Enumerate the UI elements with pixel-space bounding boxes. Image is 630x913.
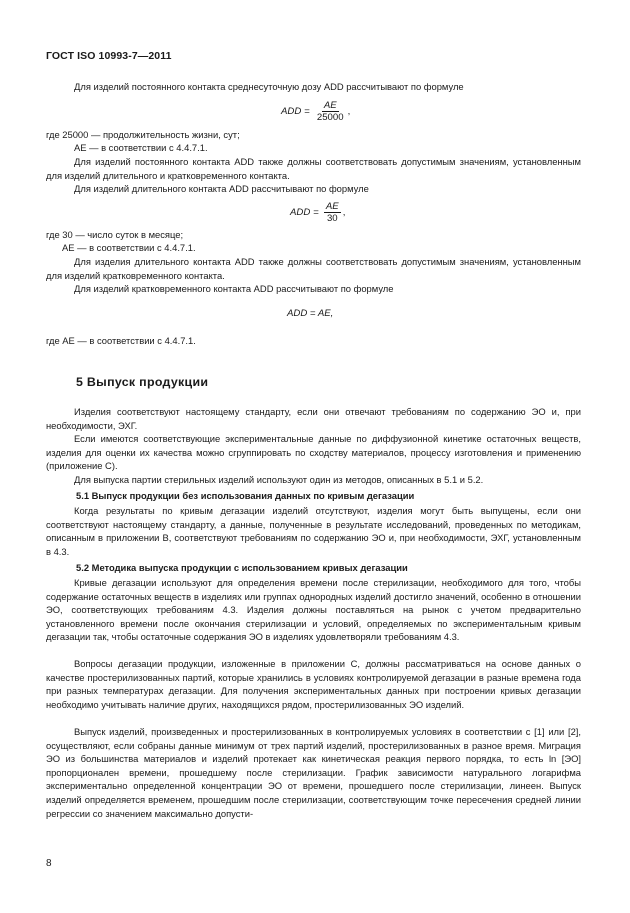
paragraph: Для изделий кратковременного контакта ADD рассчитывают по формуле (74, 283, 394, 294)
formula-lhs: ADD (281, 106, 302, 117)
paragraph: AE — в соответствии с 4.4.7.1. (62, 242, 196, 253)
paragraph: Для изделий длительного контакта ADD рассчитывают по формуле (74, 183, 369, 194)
formula-fraction (315, 100, 346, 123)
paragraph: где 30 — число суток в месяце; (46, 229, 184, 240)
paragraph: Для изделий постоянного контакта ADD также должны соответствовать допустимым значениям, установленным для изделий длительного и кратковременного контакта. (46, 156, 581, 181)
formula-operator: = (313, 207, 319, 218)
formula-numerator: AE (325, 201, 339, 212)
paragraph: Для выпуска партии стерильных изделий используют один из методов, описанных в 5.1 и 5.2. (74, 474, 484, 485)
paragraph: Вопросы дегазации продукции, изложенные в приложении С, должны рассматриваться на основе данных о качестве простерилизованных партий, которые хранились в условиях контролируемой дегазации в разные времена года при разных температурах дегазации. Для получения экспериментальных данных при построении кривых дегазации необходимо учитывать наличие других, находящихся рядом, простерилизованных ЭО изделий. (46, 658, 581, 710)
formula-numerator: AE (323, 100, 337, 111)
formula-lhs: ADD (290, 207, 311, 218)
formula-add-long (290, 201, 345, 224)
formula-add-short: ADD = AE, (287, 308, 334, 319)
paragraph: AE — в соответствии с 4.4.7.1. (74, 142, 208, 153)
paragraph: где AE — в соответствии с 4.4.7.1. (46, 335, 196, 346)
page-number: 8 (46, 858, 52, 869)
subsection-title-5-1: 5.1 Выпуск продукции без использования данных по кривым дегазации (76, 490, 415, 501)
paragraph: Когда результаты по кривым дегазации изделий отсутствуют, изделия могут быть выпущены, если они соответствуют настоящему стандарту, а данные, полученные в результате исследований, проведенных по методикам, описанным в приложении В, соответствуют требованиям по содержанию ЭО и, при необходимости, ЭХГ, установленным в 4.3. (46, 505, 581, 557)
document-code-header: ГОСТ ISO 10993-7—2011 (46, 50, 172, 62)
paragraph: Если имеются соответствующие экспериментальные данные по диффузионной кинетике остаточных веществ, изделия для оценки их качества можно сгруппировать по сходству материалов, процессу изготовления и применению (приложение С). (46, 433, 581, 472)
formula-operator: = (304, 106, 310, 117)
paragraph: Изделия соответствуют настоящему стандарту, если они отвечают требованиям по содержанию ЭО и, при необходимости, ЭХГ. (46, 406, 581, 431)
subsection-title-5-2: 5.2 Методика выпуска продукции с использованием кривых дегазации (76, 562, 408, 573)
formula-tail: , (342, 207, 346, 218)
formula-tail: , (347, 106, 351, 117)
section-title: 5 Выпуск продукции (76, 375, 209, 389)
formula-fraction (324, 201, 341, 224)
formula-denominator: 30 (326, 213, 338, 224)
formula-denominator: 25000 (316, 112, 344, 123)
paragraph: Для изделий постоянного контакта среднесуточную дозу ADD рассчитывают по формуле (74, 81, 464, 92)
formula-add-permanent (281, 100, 350, 123)
paragraph: Для изделия длительного контакта ADD также должны соответствовать допустимым значениям, установленным для изделий кратковременного контакта. (46, 256, 581, 281)
paragraph: Кривые дегазации используют для определения времени после стерилизации, необходимого для того, чтобы содержание остаточных веществ в изделиях или группах однородных изделий достигло значений, особенно в отношении ЭО, соответствующих требованиям 4.3. Изделия должны поставляться на рынок с учетом предварительно установленного времени после окончания стерилизации и условий, определяемых по экспериментальным кривым дегазации так, чтобы остаточные содержания ЭО в изделиях удовлетворяли требованиям 4.3. (46, 577, 581, 643)
paragraph: Выпуск изделий, произведенных и простерилизованных в контролируемых условиях в соответствии с [1] или [2], осуществляют, если собраны данные минимум от трех партий изделий, простерилизованных в разное время. Миграция ЭО из большинства материалов и изделий протекает как кинетическая реакция первого порядка, то есть ln [ЭО] пропорционален времени, прошедшему после стерилизации. График зависимости натурального логарифма экспериментально определенной концентрации ЭО от времени, прошедшего после стерилизации, линеен. Выпуск изделий определяется временем, прошедшим после стерилизации, соответствующим точке пересечения средней линии регрессии со значением максимально допусти- (46, 726, 581, 819)
paragraph: где 25000 — продолжительность жизни, сут; (46, 129, 240, 140)
